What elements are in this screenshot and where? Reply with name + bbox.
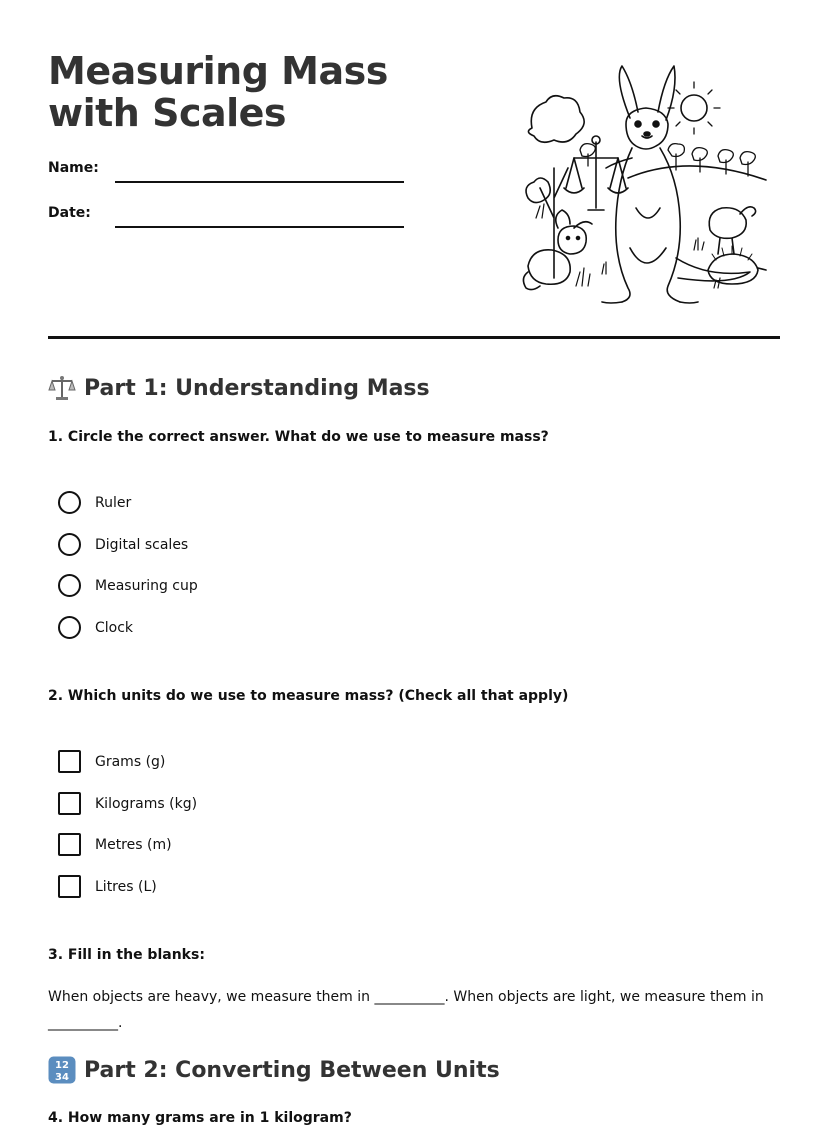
- part2-heading: [48, 1056, 500, 1084]
- page-title: Measuring Mass with Scales: [48, 49, 388, 135]
- balance-scale-icon: [48, 374, 76, 402]
- q2-option[interactable]: [58, 833, 172, 856]
- radio-circle[interactable]: [58, 491, 81, 514]
- q1-option[interactable]: [58, 574, 198, 597]
- checkbox[interactable]: [58, 875, 81, 898]
- option-label: Grams (g): [95, 753, 166, 770]
- radio-circle[interactable]: [58, 574, 81, 597]
- option-label: Ruler: [95, 494, 132, 511]
- part2-title: Part 2: Converting Between Units: [84, 1057, 500, 1083]
- q2-option[interactable]: [58, 875, 157, 898]
- date-field[interactable]: [48, 205, 408, 235]
- option-label: Litres (L): [95, 878, 157, 895]
- fill-in-sentence: When objects are heavy, we measure them in __________. When objects are light, we measure them in __________.: [48, 989, 764, 1031]
- name-line[interactable]: [115, 181, 404, 183]
- header-divider: [48, 336, 780, 339]
- name-field[interactable]: [48, 160, 408, 190]
- option-label: Digital scales: [95, 536, 189, 553]
- part1-heading: [48, 374, 430, 402]
- q1-option[interactable]: [58, 491, 131, 514]
- option-label: Metres (m): [95, 836, 172, 853]
- radio-circle[interactable]: [58, 533, 81, 556]
- question-3: 3. Fill in the blanks:: [48, 947, 205, 963]
- option-label: Kilograms (kg): [95, 795, 198, 812]
- part1-title: Part 1: Understanding Mass: [84, 375, 430, 401]
- option-label: Clock: [95, 619, 134, 636]
- date-label: Date:: [48, 205, 91, 221]
- q1-option[interactable]: [58, 533, 188, 556]
- svg-text:12: 12: [55, 1060, 69, 1071]
- q2-option[interactable]: [58, 792, 197, 815]
- checkbox[interactable]: [58, 792, 81, 815]
- numbers-1234-icon: [48, 1056, 76, 1084]
- name-label: Name:: [48, 160, 99, 176]
- option-label: Measuring cup: [95, 577, 198, 594]
- q2-option[interactable]: [58, 750, 165, 773]
- question-1: 1. Circle the correct answer. What do we use to measure mass?: [48, 429, 549, 445]
- q1-option[interactable]: [58, 616, 133, 639]
- checkbox[interactable]: [58, 833, 81, 856]
- svg-text:34: 34: [55, 1072, 69, 1083]
- question-4: 4. How many grams are in 1 kilogram?: [48, 1110, 352, 1126]
- question-2: 2. Which units do we use to measure mass? (Check all that apply): [48, 688, 569, 704]
- radio-circle[interactable]: [58, 616, 81, 639]
- checkbox[interactable]: [58, 750, 81, 773]
- kangaroo-scales-illustration: [518, 58, 772, 310]
- date-line[interactable]: [115, 226, 404, 228]
